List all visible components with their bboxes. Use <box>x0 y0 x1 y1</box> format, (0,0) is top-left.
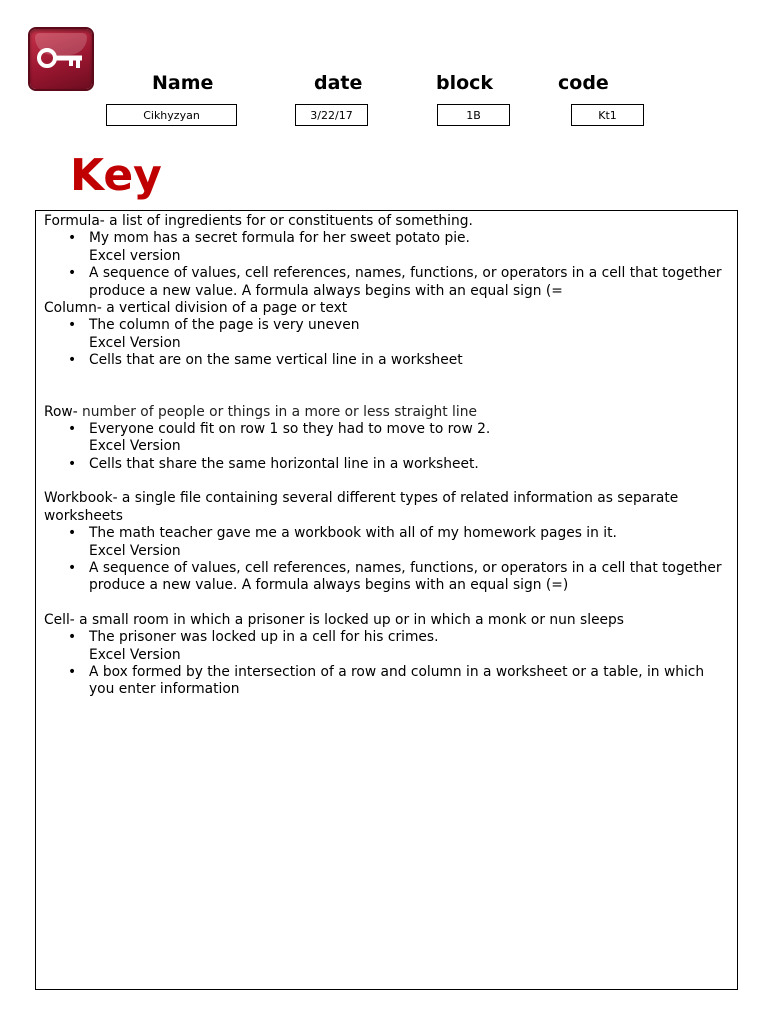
row-list <box>44 421 729 438</box>
formula-list <box>44 230 729 247</box>
name-label: Name <box>152 72 214 94</box>
term-row-head: Row- <box>44 403 78 420</box>
row-excel-def: • Cells that share the same horizontal line in a worksheet. <box>89 456 729 473</box>
formula-excel-def: • A sequence of values, cell references, names, functions, or operators in a cell that together produce a new value. A formula always begins with an equal sign (= <box>89 265 729 300</box>
term-row-def: number of people or things in a more or less straight line <box>77 403 477 420</box>
column-excel-label: Excel Version <box>89 334 181 351</box>
term-formula: Formula- a list of ingredients for or constituents of something. <box>44 213 473 229</box>
date-field: 3/22/17 <box>295 104 368 126</box>
formula-example: • My mom has a secret formula for her sweet potato pie. <box>89 230 729 247</box>
cell-excel-list <box>44 664 729 699</box>
page-title: Key <box>70 150 162 201</box>
workbook-example: • The math teacher gave me a workbook with all of my homework pages in it. <box>89 525 729 542</box>
spacer <box>44 595 729 612</box>
vocabulary-box <box>35 210 738 990</box>
code-label: code <box>558 72 609 94</box>
date-label: date <box>314 72 363 94</box>
formula-excel-label: Excel version <box>89 247 181 264</box>
workbook-excel-def: • A sequence of values, cell references, names, functions, or operators in a cell that together produce a new value. A formula always begins with an equal sign (=) <box>89 560 729 595</box>
column-excel-list <box>44 352 729 369</box>
spacer <box>44 370 729 404</box>
block-label: block <box>436 72 494 94</box>
row-excel-label: Excel Version <box>89 438 181 455</box>
column-excel-def: • Cells that are on the same vertical line in a worksheet <box>89 352 729 369</box>
workbook-excel-list <box>44 560 729 595</box>
cell-list <box>44 629 729 646</box>
term-column: Column- a vertical division of a page or text <box>44 300 348 317</box>
cell-excel-def: • A box formed by the intersection of a row and column in a worksheet or a table, in which you enter information <box>89 664 729 699</box>
code-field: Kt1 <box>571 104 644 126</box>
row-example: • Everyone could fit on row 1 so they had to move to row 2. <box>89 421 729 438</box>
block-field: 1B <box>437 104 510 126</box>
row-excel-list <box>44 456 729 473</box>
name-field: Cikhyzyan <box>106 104 237 126</box>
key-icon <box>30 29 92 89</box>
key-glyph <box>36 45 86 71</box>
term-workbook: Workbook- a single file containing several different types of related information as separate worksheets <box>44 490 679 524</box>
workbook-excel-label: Excel Version <box>89 542 181 559</box>
cell-example: • The prisoner was locked up in a cell for his crimes. <box>89 629 729 646</box>
column-example: • The column of the page is very uneven <box>89 317 729 334</box>
spacer <box>44 473 729 490</box>
cell-excel-label: Excel Version <box>89 646 181 663</box>
term-row <box>44 404 729 421</box>
term-cell: Cell- a small room in which a prisoner is locked up or in which a monk or nun sleeps <box>44 611 624 628</box>
workbook-list <box>44 525 729 542</box>
formula-excel-list <box>44 265 729 300</box>
column-list <box>44 317 729 334</box>
